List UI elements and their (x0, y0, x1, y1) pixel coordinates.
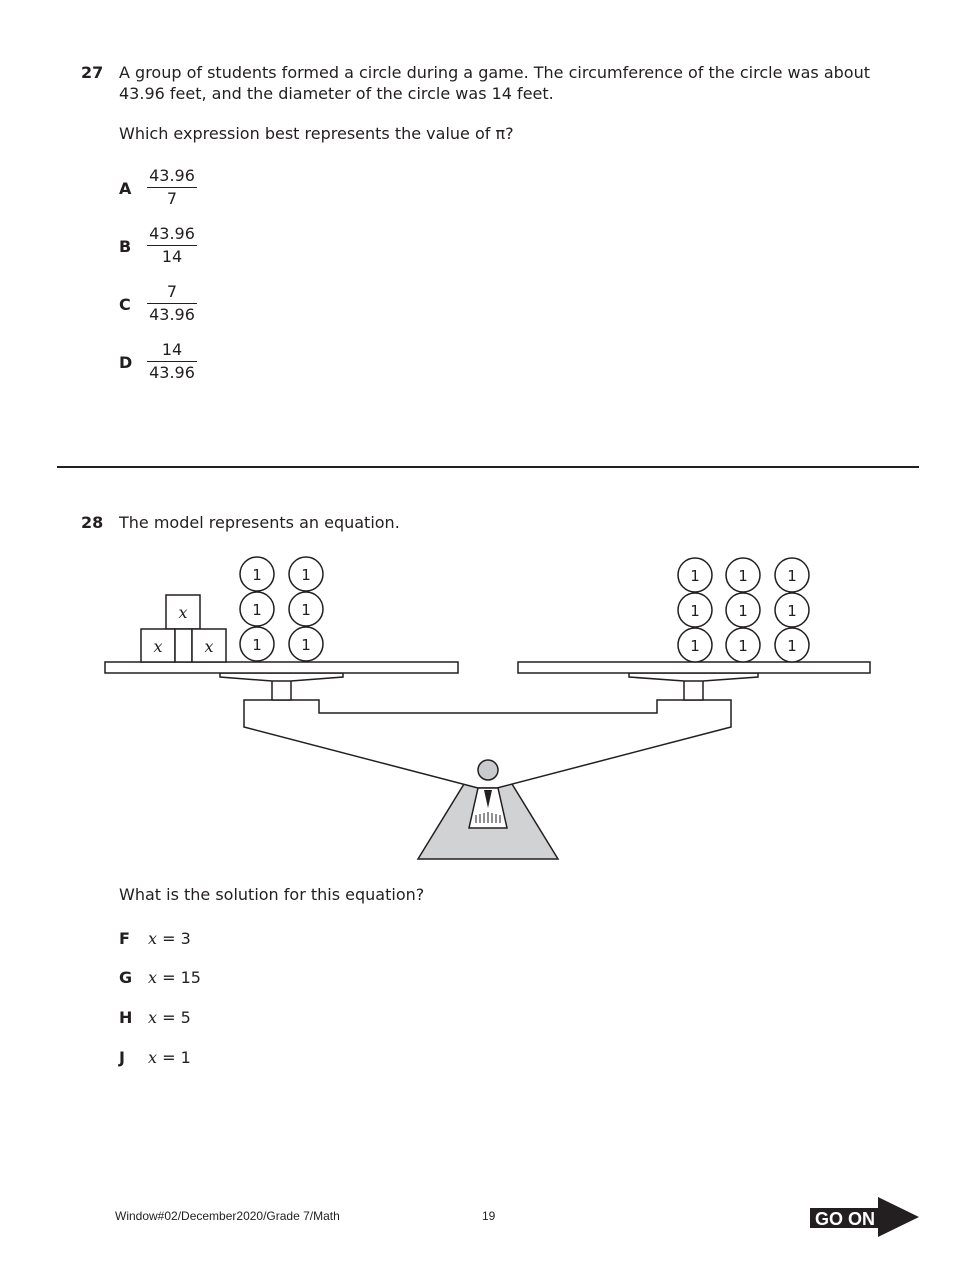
unit-tile-label: 1 (252, 636, 262, 654)
unit-tile-label: 1 (690, 567, 700, 585)
unit-tile-label: 1 (787, 637, 797, 655)
option-g-letter: G (119, 968, 133, 987)
unit-tile-label: 1 (252, 566, 262, 584)
go-on-label: GO ON (814, 1209, 876, 1229)
option-j-var: x (148, 1048, 158, 1067)
unit-tile-label: 1 (301, 601, 311, 619)
unit-tile-label: 1 (301, 636, 311, 654)
unit-tile-label: 1 (301, 566, 311, 584)
unit-tile-label: 1 (690, 637, 700, 655)
option-b-denominator: 14 (161, 247, 183, 266)
option-f-letter: F (119, 929, 130, 948)
option-g-value: = 15 (157, 968, 201, 987)
left-pan-bracket (220, 673, 343, 681)
question-28-number: 28 (81, 513, 104, 532)
option-h-value: = 5 (157, 1008, 191, 1027)
option-d-numerator: 14 (161, 340, 183, 359)
footer-source: Window#02/December2020/Grade 7/Math (115, 1209, 340, 1223)
option-a-letter: A (119, 179, 132, 198)
right-pan (518, 662, 870, 673)
question-27-number: 27 (81, 63, 104, 82)
right-pan-bracket (629, 673, 758, 681)
x-tile-label: x (204, 637, 214, 656)
unit-tile-label: 1 (252, 601, 262, 619)
x-tile-gap (175, 629, 192, 662)
question-27-prompt: Which expression best represents the value of π? (119, 124, 514, 143)
option-c-denominator: 43.96 (149, 305, 195, 324)
option-g-var: x (148, 968, 158, 987)
option-f-answer[interactable] (148, 929, 191, 948)
question-28-prompt: What is the solution for this equation? (119, 885, 425, 904)
unit-tile-label: 1 (787, 567, 797, 585)
option-c-numerator: 7 (166, 282, 178, 301)
option-j-letter: J (119, 1048, 125, 1067)
option-h-letter: H (119, 1008, 133, 1027)
left-post (272, 680, 291, 700)
x-tile-label: x (153, 637, 163, 656)
option-d-denominator: 43.96 (149, 363, 195, 382)
option-f-value: = 3 (157, 929, 191, 948)
question-27-line-1: A group of students formed a circle during a game. The circumference of the circle was about (119, 63, 870, 82)
question-28-stem: The model represents an equation. (119, 513, 400, 532)
option-b-numerator: 43.96 (149, 224, 195, 243)
option-a-denominator: 7 (166, 189, 178, 208)
x-tile-label: x (178, 603, 188, 622)
unit-tile-label: 1 (690, 602, 700, 620)
option-j-value: = 1 (157, 1048, 191, 1067)
option-c-letter: C (119, 295, 131, 314)
left-pan (105, 662, 458, 673)
unit-tile-label: 1 (738, 602, 748, 620)
unit-tile-label: 1 (738, 637, 748, 655)
option-a-numerator: 43.96 (149, 166, 195, 185)
page-number: 19 (482, 1209, 496, 1223)
go-on-arrow-icon (810, 1197, 919, 1237)
option-g-answer[interactable] (148, 968, 201, 987)
option-b-letter: B (119, 237, 132, 256)
unit-tile-label: 1 (787, 602, 797, 620)
right-post (684, 680, 703, 700)
option-d-letter: D (119, 353, 133, 372)
option-h-var: x (148, 1008, 158, 1027)
option-j-answer[interactable] (148, 1048, 191, 1067)
option-h-answer[interactable] (148, 1008, 191, 1027)
unit-tile-label: 1 (738, 567, 748, 585)
option-f-var: x (148, 929, 158, 948)
question-27-line-2: 43.96 feet, and the diameter of the circle was 14 feet. (119, 84, 554, 103)
scale-pivot (478, 760, 498, 780)
